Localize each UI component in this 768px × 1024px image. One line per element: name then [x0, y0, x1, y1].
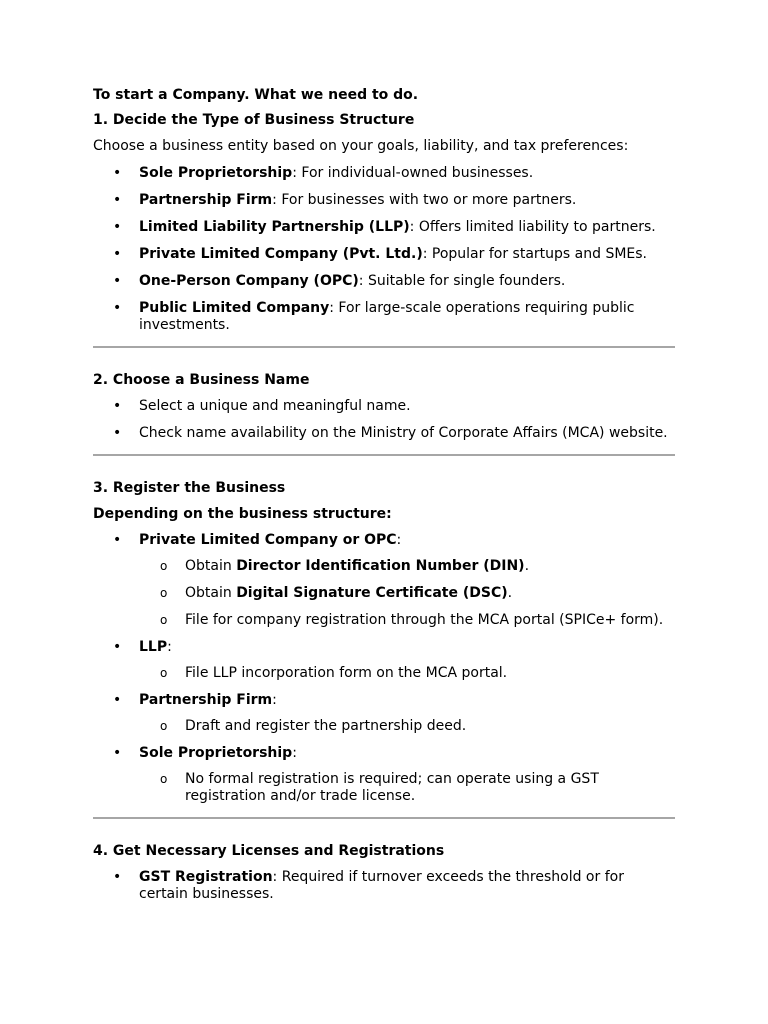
list-item-desc: : For large-scale operations requiring public investments.: [139, 300, 635, 333]
list-item-term: Limited Liability Partnership (LLP): [139, 219, 410, 235]
section-2-list: [93, 398, 675, 442]
section-3-list: [93, 532, 675, 805]
document-body: [93, 87, 675, 913]
list-item: [93, 192, 675, 209]
sub-list: [139, 771, 675, 805]
list-item-term: GST Registration: [139, 869, 273, 885]
list-item: [93, 165, 675, 182]
list-item: • Private Limited Company or OPC: o Obtain Director Identification Number (DIN). o Obtain Digital Signature Certificate (DSC). o File for company registration through the MCA portal (SPICe+ form).: [93, 532, 675, 629]
sub-list-item: o Obtain Digital Signature Certificate (DSC).: [138, 585, 674, 602]
section-4-heading: 4. Get Necessary Licenses and Registrations: [93, 843, 445, 859]
sub-list-item: o Obtain Director Identification Number (DIN).: [138, 558, 674, 575]
list-item: [93, 219, 675, 236]
list-item-term: Private Limited Company or OPC: [139, 532, 397, 548]
sub-list: [139, 558, 675, 629]
list-item-term: LLP: [139, 639, 168, 655]
sub-list-item: o No formal registration is required; can operate using a GST registration and/or trade license.: [138, 771, 674, 805]
list-item-term: Partnership Firm: [139, 192, 273, 208]
document-title: To start a Company. What we need to do.: [93, 87, 419, 103]
list-item: • Select a unique and meaningful name.: [93, 398, 675, 415]
sub-list: [139, 718, 675, 735]
sub-list-item: o File LLP incorporation form on the MCA portal.: [138, 665, 674, 682]
sub-list: [139, 665, 675, 682]
list-item-desc: : Popular for startups and SMEs.: [422, 246, 648, 262]
list-item: [93, 300, 675, 334]
section-1-intro: Choose a business entity based on your goals, liability, and tax preferences:: [93, 138, 629, 154]
section-2-heading: 2. Choose a Business Name: [93, 372, 310, 388]
list-item: [93, 869, 675, 903]
list-item-term: One-Person Company (OPC): [139, 273, 359, 289]
list-item-term: Public Limited Company: [139, 300, 330, 316]
section-3-subheading: Depending on the business structure:: [93, 506, 392, 522]
list-item-desc: : Suitable for single founders.: [358, 273, 566, 289]
list-item-desc: : For individual-owned businesses.: [292, 165, 534, 181]
list-item-term: Sole Proprietorship: [139, 165, 293, 181]
section-1-heading: 1. Decide the Type of Business Structure: [93, 112, 415, 128]
list-item: [93, 246, 675, 263]
list-item: • Check name availability on the Ministry of Corporate Affairs (MCA) website.: [93, 425, 675, 442]
list-item-term: Partnership Firm: [139, 692, 273, 708]
list-item: [93, 273, 675, 290]
list-item: • Sole Proprietorship: o No formal registration is required; can operate using a GST registration and/or trade license.: [93, 745, 675, 805]
section-3-heading: 3. Register the Business: [93, 480, 286, 496]
sub-list-item: o Draft and register the partnership deed.: [138, 718, 674, 735]
section-4-list: [93, 869, 675, 903]
list-item: • LLP: o File LLP incorporation form on the MCA portal.: [93, 639, 675, 682]
list-item-term: Private Limited Company (Pvt. Ltd.): [139, 246, 423, 262]
list-item-desc: : Required if turnover exceeds the threshold or for certain businesses.: [139, 869, 624, 902]
section-1-list: [93, 165, 675, 334]
list-item-desc: : For businesses with two or more partners.: [272, 192, 577, 208]
list-item: • Partnership Firm: o Draft and register the partnership deed.: [93, 692, 675, 735]
list-item-term: Sole Proprietorship: [139, 745, 293, 761]
list-item-desc: : Offers limited liability to partners.: [409, 219, 656, 235]
sub-list-item: o File for company registration through the MCA portal (SPICe+ form).: [138, 612, 674, 629]
